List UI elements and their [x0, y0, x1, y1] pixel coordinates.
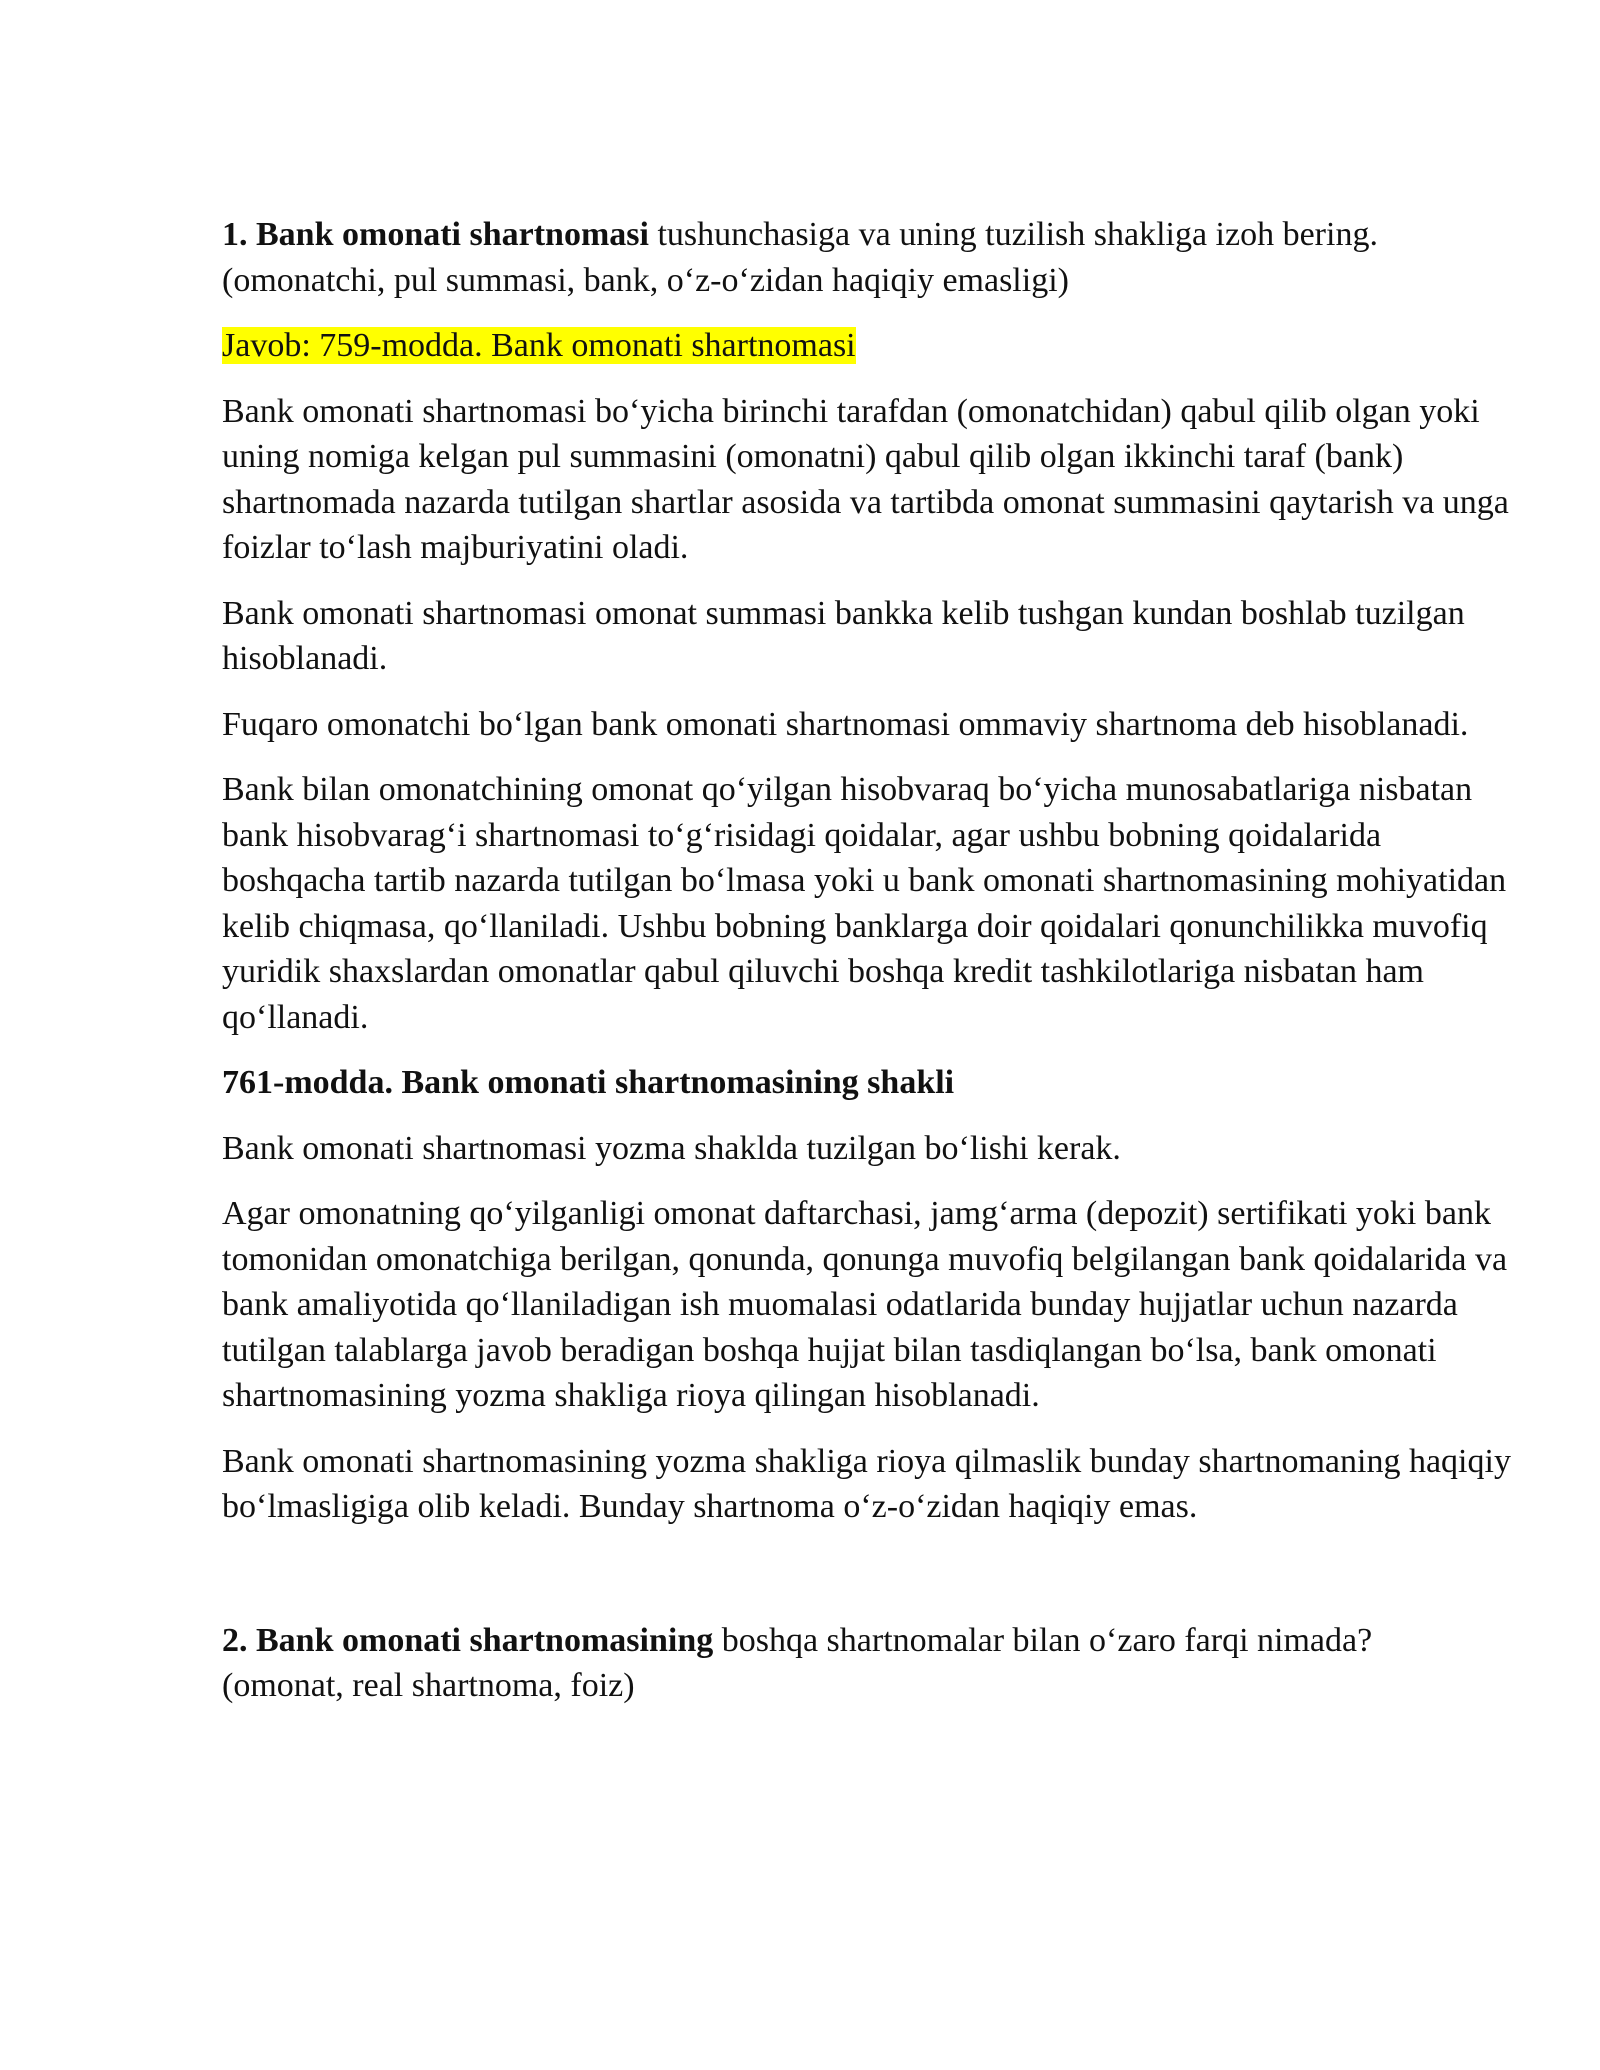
paragraph: Bank omonati shartnomasi yozma shaklda tuzilgan bo‘lishi kerak.	[222, 1129, 1121, 1167]
question-1	[222, 212, 1522, 303]
question-2-text: boshqa shartnomalar bilan o‘zaro farqi nimada?	[713, 1621, 1373, 1659]
paragraph: Bank omonati shartnomasi omonat summasi bankka kelib tushgan kundan boshlab tuzilgan hisoblanadi.	[222, 594, 1465, 677]
question-2-bold: 2. Bank omonati shartnomasining	[222, 1621, 714, 1659]
question-2	[222, 1618, 1522, 1709]
answer-heading: Javob: 759-modda. Bank omonati shartnomasi	[222, 327, 856, 364]
question-1-hint: (omonatchi, pul summasi, bank, o‘z-o‘zidan haqiqiy emasligi)	[222, 261, 1069, 299]
paragraph: Bank bilan omonatchining omonat qo‘yilgan hisobvaraq bo‘yicha munosabatlariga nisbatan bank hisobvarag‘i shartnomasi to‘g‘risidagi qoidalar, agar ushbu bobning qoidalarida boshqacha tartib nazarda tutilgan bo‘lmasa yoki u bank omonati shartnomasining mohiyatidan kelib chiqmasa, qo‘llaniladi. Ushbu bobning banklarga doir qoidalari qonunchilikka muvofiq yuridik shaxslardan omonatlar qabul qiluvchi boshqa kredit tashkilotlariga nisbatan ham qo‘llanadi.	[222, 771, 1507, 1036]
answer-heading-line	[222, 323, 1522, 369]
blank-space	[222, 1550, 1522, 1618]
question-1-bold: 1. Bank omonati shartnomasi	[222, 216, 649, 253]
question-2-hint: (omonat, real shartnoma, foiz)	[222, 1667, 635, 1704]
document-content	[222, 212, 1522, 1729]
article-761-heading: 761-modda. Bank omonati shartnomasining shakli	[222, 1064, 955, 1101]
paragraph: Fuqaro omonatchi bo‘lgan bank omonati shartnomasi ommaviy shartnoma deb hisoblanadi.	[222, 705, 1469, 743]
paragraph: Bank omonati shartnomasi bo‘yicha birinchi tarafdan (omonatchidan) qabul qilib olgan yoki uning nomiga kelgan pul summasini (omonatni) qabul qilib olgan ikkinchi taraf (bank) shartnomada nazarda tutilgan shartlar asosida va tartibda omonat summasini qaytarish va unga foizlar to‘lash majburiyatini oladi.	[222, 392, 1509, 566]
paragraph: Agar omonatning qo‘yilganligi omonat daftarchasi, jamg‘arma (depozit) sertifikati yoki bank tomonidan omonatchiga berilgan, qonunda, qonunga muvofiq belgilangan bank qoidalarida va bank amaliyotida qo‘llaniladigan ish muomalasi odatlarida bunday hujjatlar uchun nazarda tutilgan talablarga javob beradigan boshqa hujjat bilan tasdiqlangan bo‘lsa, bank omonati shartnomasining yozma shakliga rioya qilingan hisoblanadi.	[222, 1195, 1508, 1414]
paragraph: Bank omonati shartnomasining yozma shakliga rioya qilmaslik bunday shartnomaning haqiqiy bo‘lmasligiga olib keladi. Bunday shartnoma o‘z-o‘zidan haqiqiy emas.	[222, 1442, 1511, 1525]
article-761-heading-line	[222, 1060, 1522, 1106]
question-1-text: tushunchasiga va uning tuzilish shakliga izoh bering.	[648, 216, 1378, 253]
